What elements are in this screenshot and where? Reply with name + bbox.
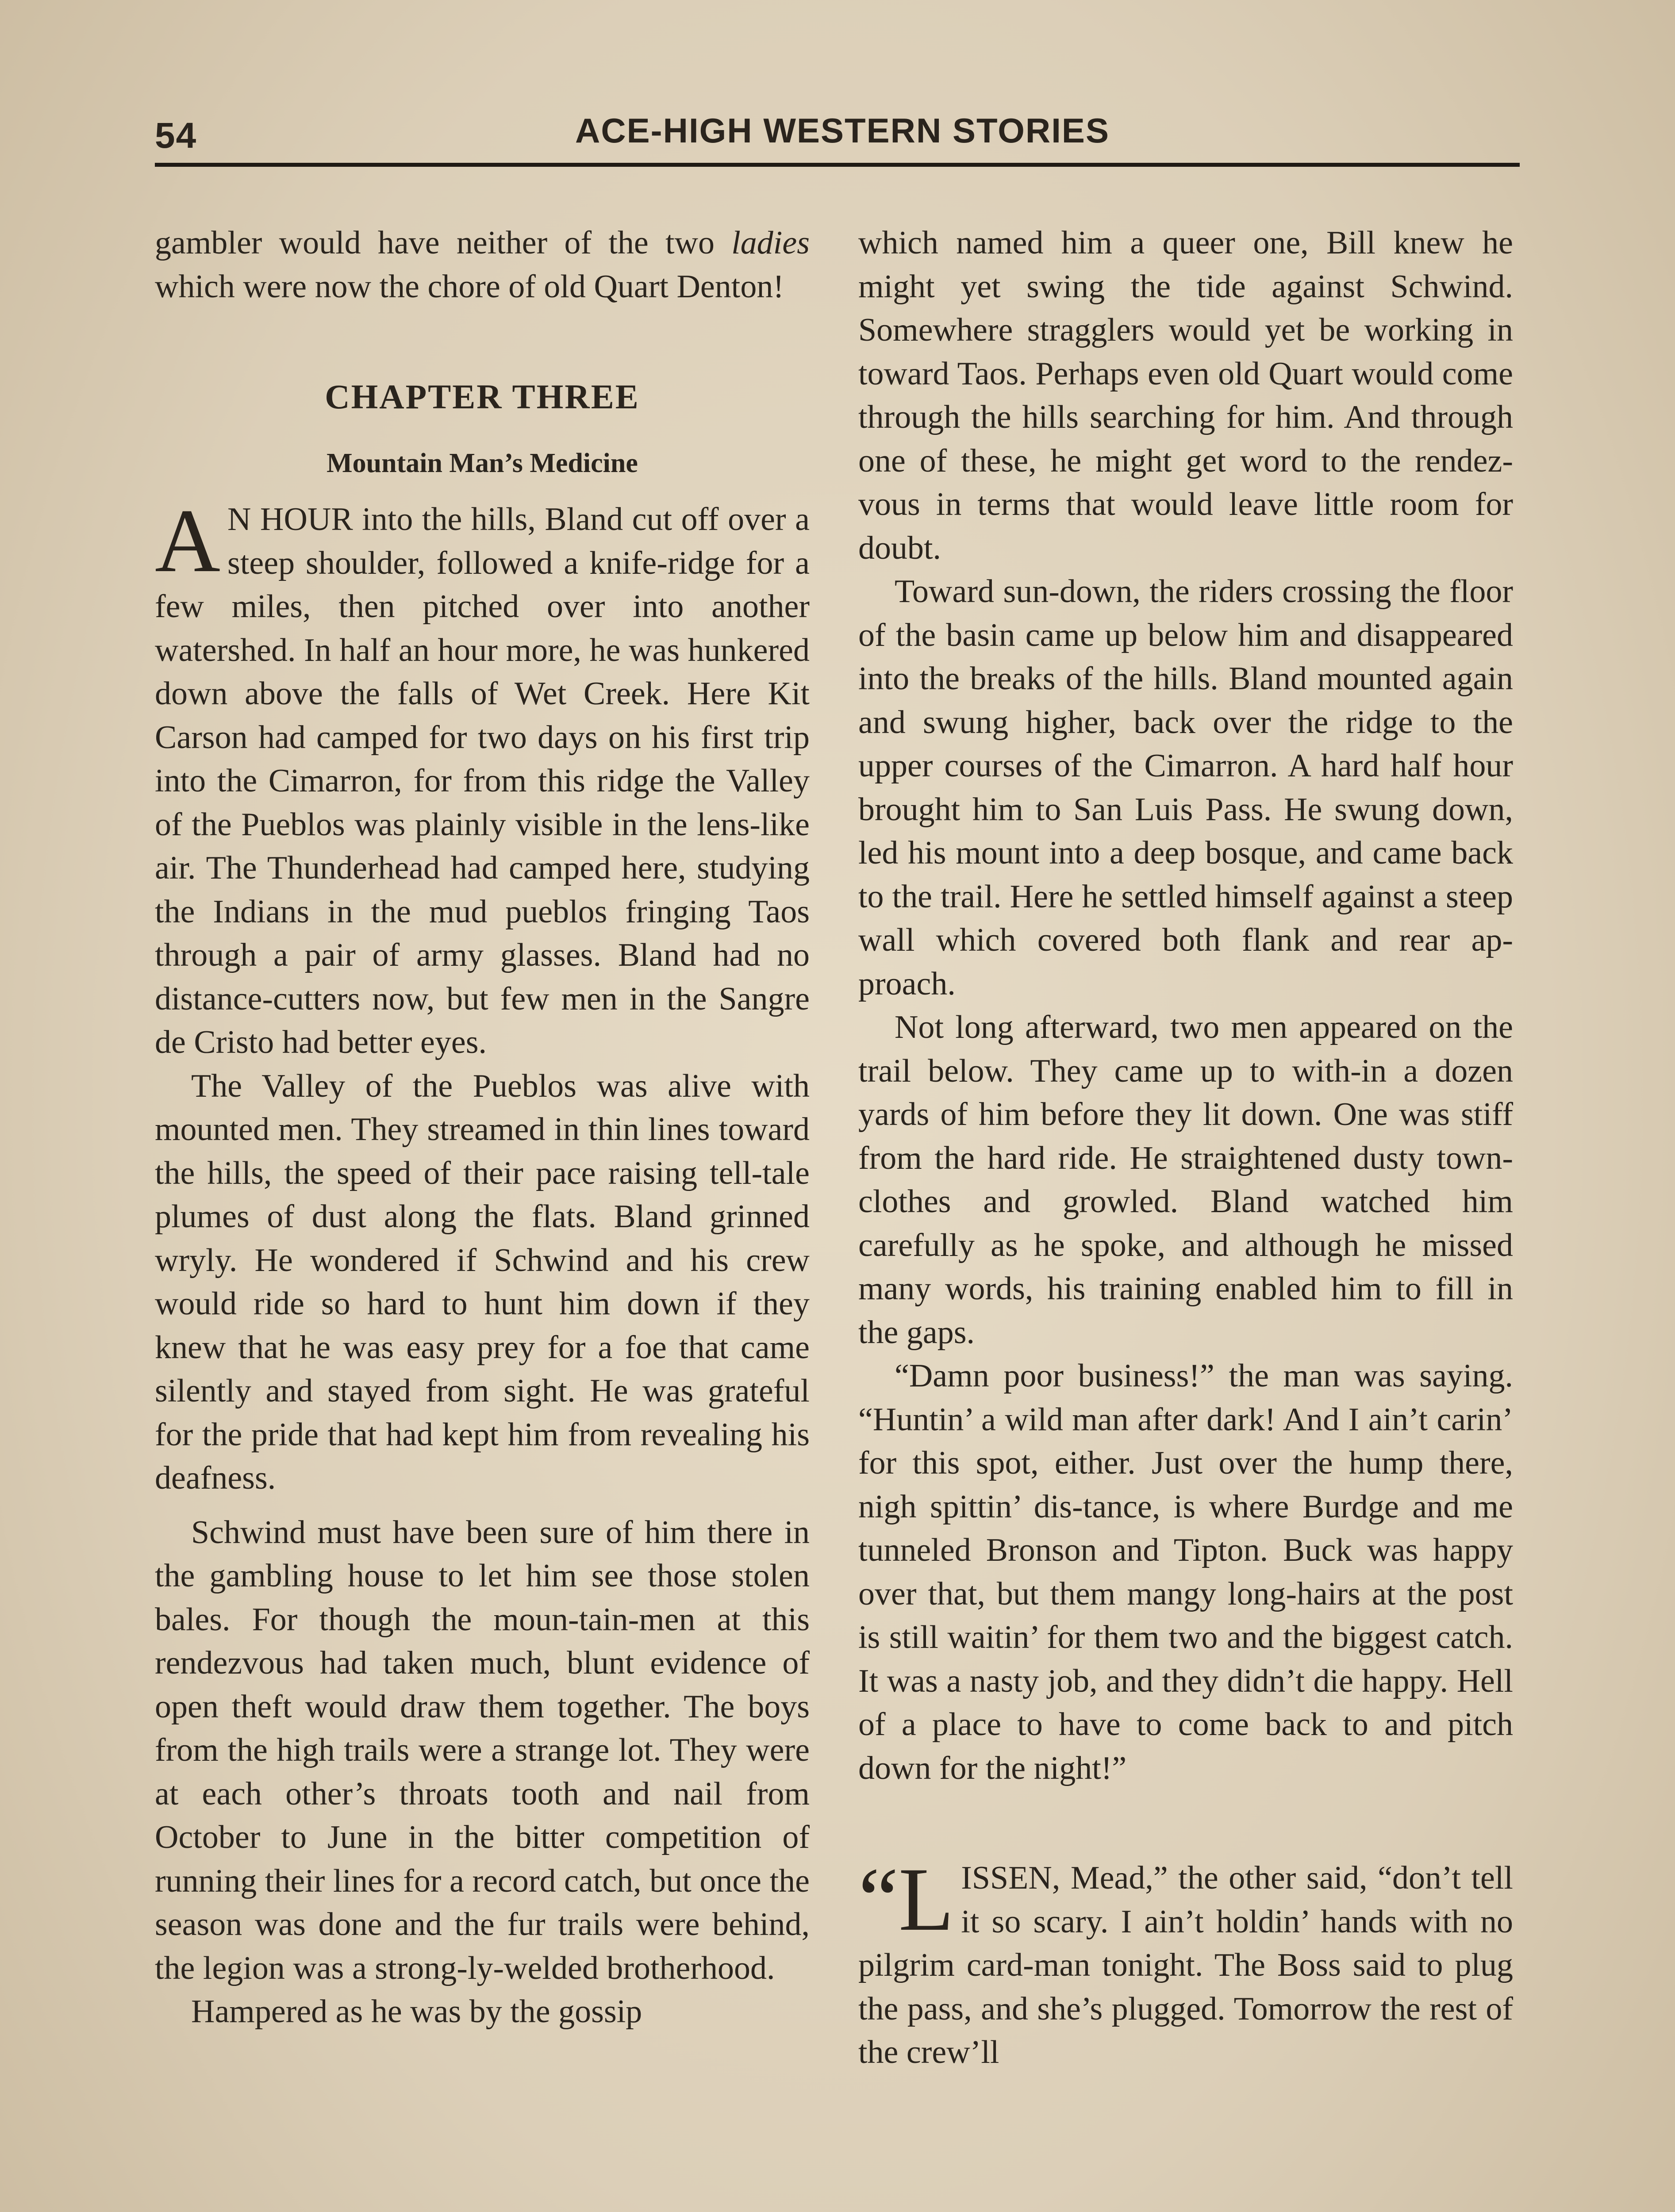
paragraph	[155, 221, 810, 308]
chapter-subtitle: Mountain Man’s Medicine	[327, 448, 638, 478]
right-column	[858, 221, 1513, 2074]
text-run: which were now the chore of old Quart Denton!	[155, 268, 784, 305]
paragraph: Not long afterward, two men appeared on the trail below. They came up to with-in a dozen yards of him before they lit down. One was stiff from the hard ride. He straightened dusty town-clothes and growled. Bland watched him carefully as he spoke, and although he missed many words, his training enabled him to fill in the gaps.	[858, 1009, 1513, 1351]
paragraph	[155, 491, 810, 1064]
chapter-title: CHAPTER THREE	[325, 377, 640, 416]
left-column	[155, 221, 810, 2034]
running-head: ACE-HIGH WESTERN STORIES	[575, 111, 1110, 150]
header-rule	[155, 163, 1520, 167]
drop-cap: “L	[858, 1849, 954, 1950]
paragraph: “Damn poor business!” the man was saying. “Huntin’ a wild man after dark! And I ain’t carin’ for this spot, either. Just over the hump there, nigh spittin’ dis-tance, is where Burdge and me tunneled Bronson and Tipton. Buck was happy over that, but them mangy long-hairs at the post is still waitin’ for them two and the biggest catch. It was a nasty job, and they didn’t die happy. Hell of a place to have to come back to and pitch down for the night!”	[858, 1358, 1513, 1786]
paragraph	[858, 1849, 1513, 2074]
paragraph: which named him a queer one, Bill knew he might yet swing the tide against Schwind. Somewhere stragglers would yet be working in toward Taos. Perhaps even old Quart would come through the hills searching for him. And through one of these, he might get word to the rendez-vous in terms that would leave little room for doubt.	[858, 225, 1513, 566]
text-run: ISSEN, Mead,” the other said, “don’t tell it so scary. I ain’t holdin’ hands with no pilgrim card-man tonight. The Boss said to plug the pass, and she’s plugged. Tomorrow the rest of the crew’ll	[858, 1860, 1513, 2070]
paragraph: Schwind must have been sure of him there in the gambling house to let him see those stolen bales. For though the moun-tain-men at this rendezvous had taken much, blunt evidence of open theft would draw them together. The boys from the high trails were a strange lot. They were at each other’s throats tooth and nail from October to June in the bitter competition of running their lines for a record catch, but once the season was done and the fur trails were behind, the legion was a strong-ly-welded brotherhood.	[155, 1514, 810, 1986]
page-number: 54	[155, 115, 197, 156]
paragraph: Toward sun-down, the riders crossing the floor of the basin came up below him and disappeared into the breaks of the hills. Bland mounted again and swung higher, back over the ridge to the upper courses of the Cimarron. A hard half hour brought him to San Luis Pass. He swung down, led his mount into a deep bosque, and came back to the trail. Here he settled himself against a steep wall which covered both flank and rear ap-proach.	[858, 573, 1513, 1002]
drop-cap: A	[155, 491, 221, 591]
paragraph: The Valley of the Pueblos was alive with mounted men. They streamed in thin lines toward the hills, the speed of their pace raising tell-tale plumes of dust along the flats. Bland grinned wryly. He wondered if Schwind and his crew would ride so hard to hunt him down if they knew that he was easy prey for a foe that came silently and stayed from sight. He was grateful for the pride that had kept him from revealing his deafness.	[155, 1068, 810, 1496]
page-header	[155, 111, 1520, 164]
emphasis: ladies	[731, 225, 810, 261]
paragraph: Hampered as he was by the gossip	[191, 1993, 642, 2030]
text-run: gambler would have neither of the two	[155, 225, 732, 261]
text-run: N HOUR into the hills, Bland cut off over a steep shoulder, followed a knife-ridge for a few miles, then pitched over into another watershed. In half an hour more, he was hunkered down above the falls of Wet Creek. Here Kit Carson had camped for two days on his first trip into the Cimarron, for from this ridge the Valley of the Pueblos was plainly visible in the lens-like air. The Thunderhead had camped here, studying the Indians in the mud pueblos fringing Taos through a pair of army glasses. Bland had no distance-cutters now, but few men in the Sangre de Cristo had better eyes.	[155, 501, 810, 1060]
